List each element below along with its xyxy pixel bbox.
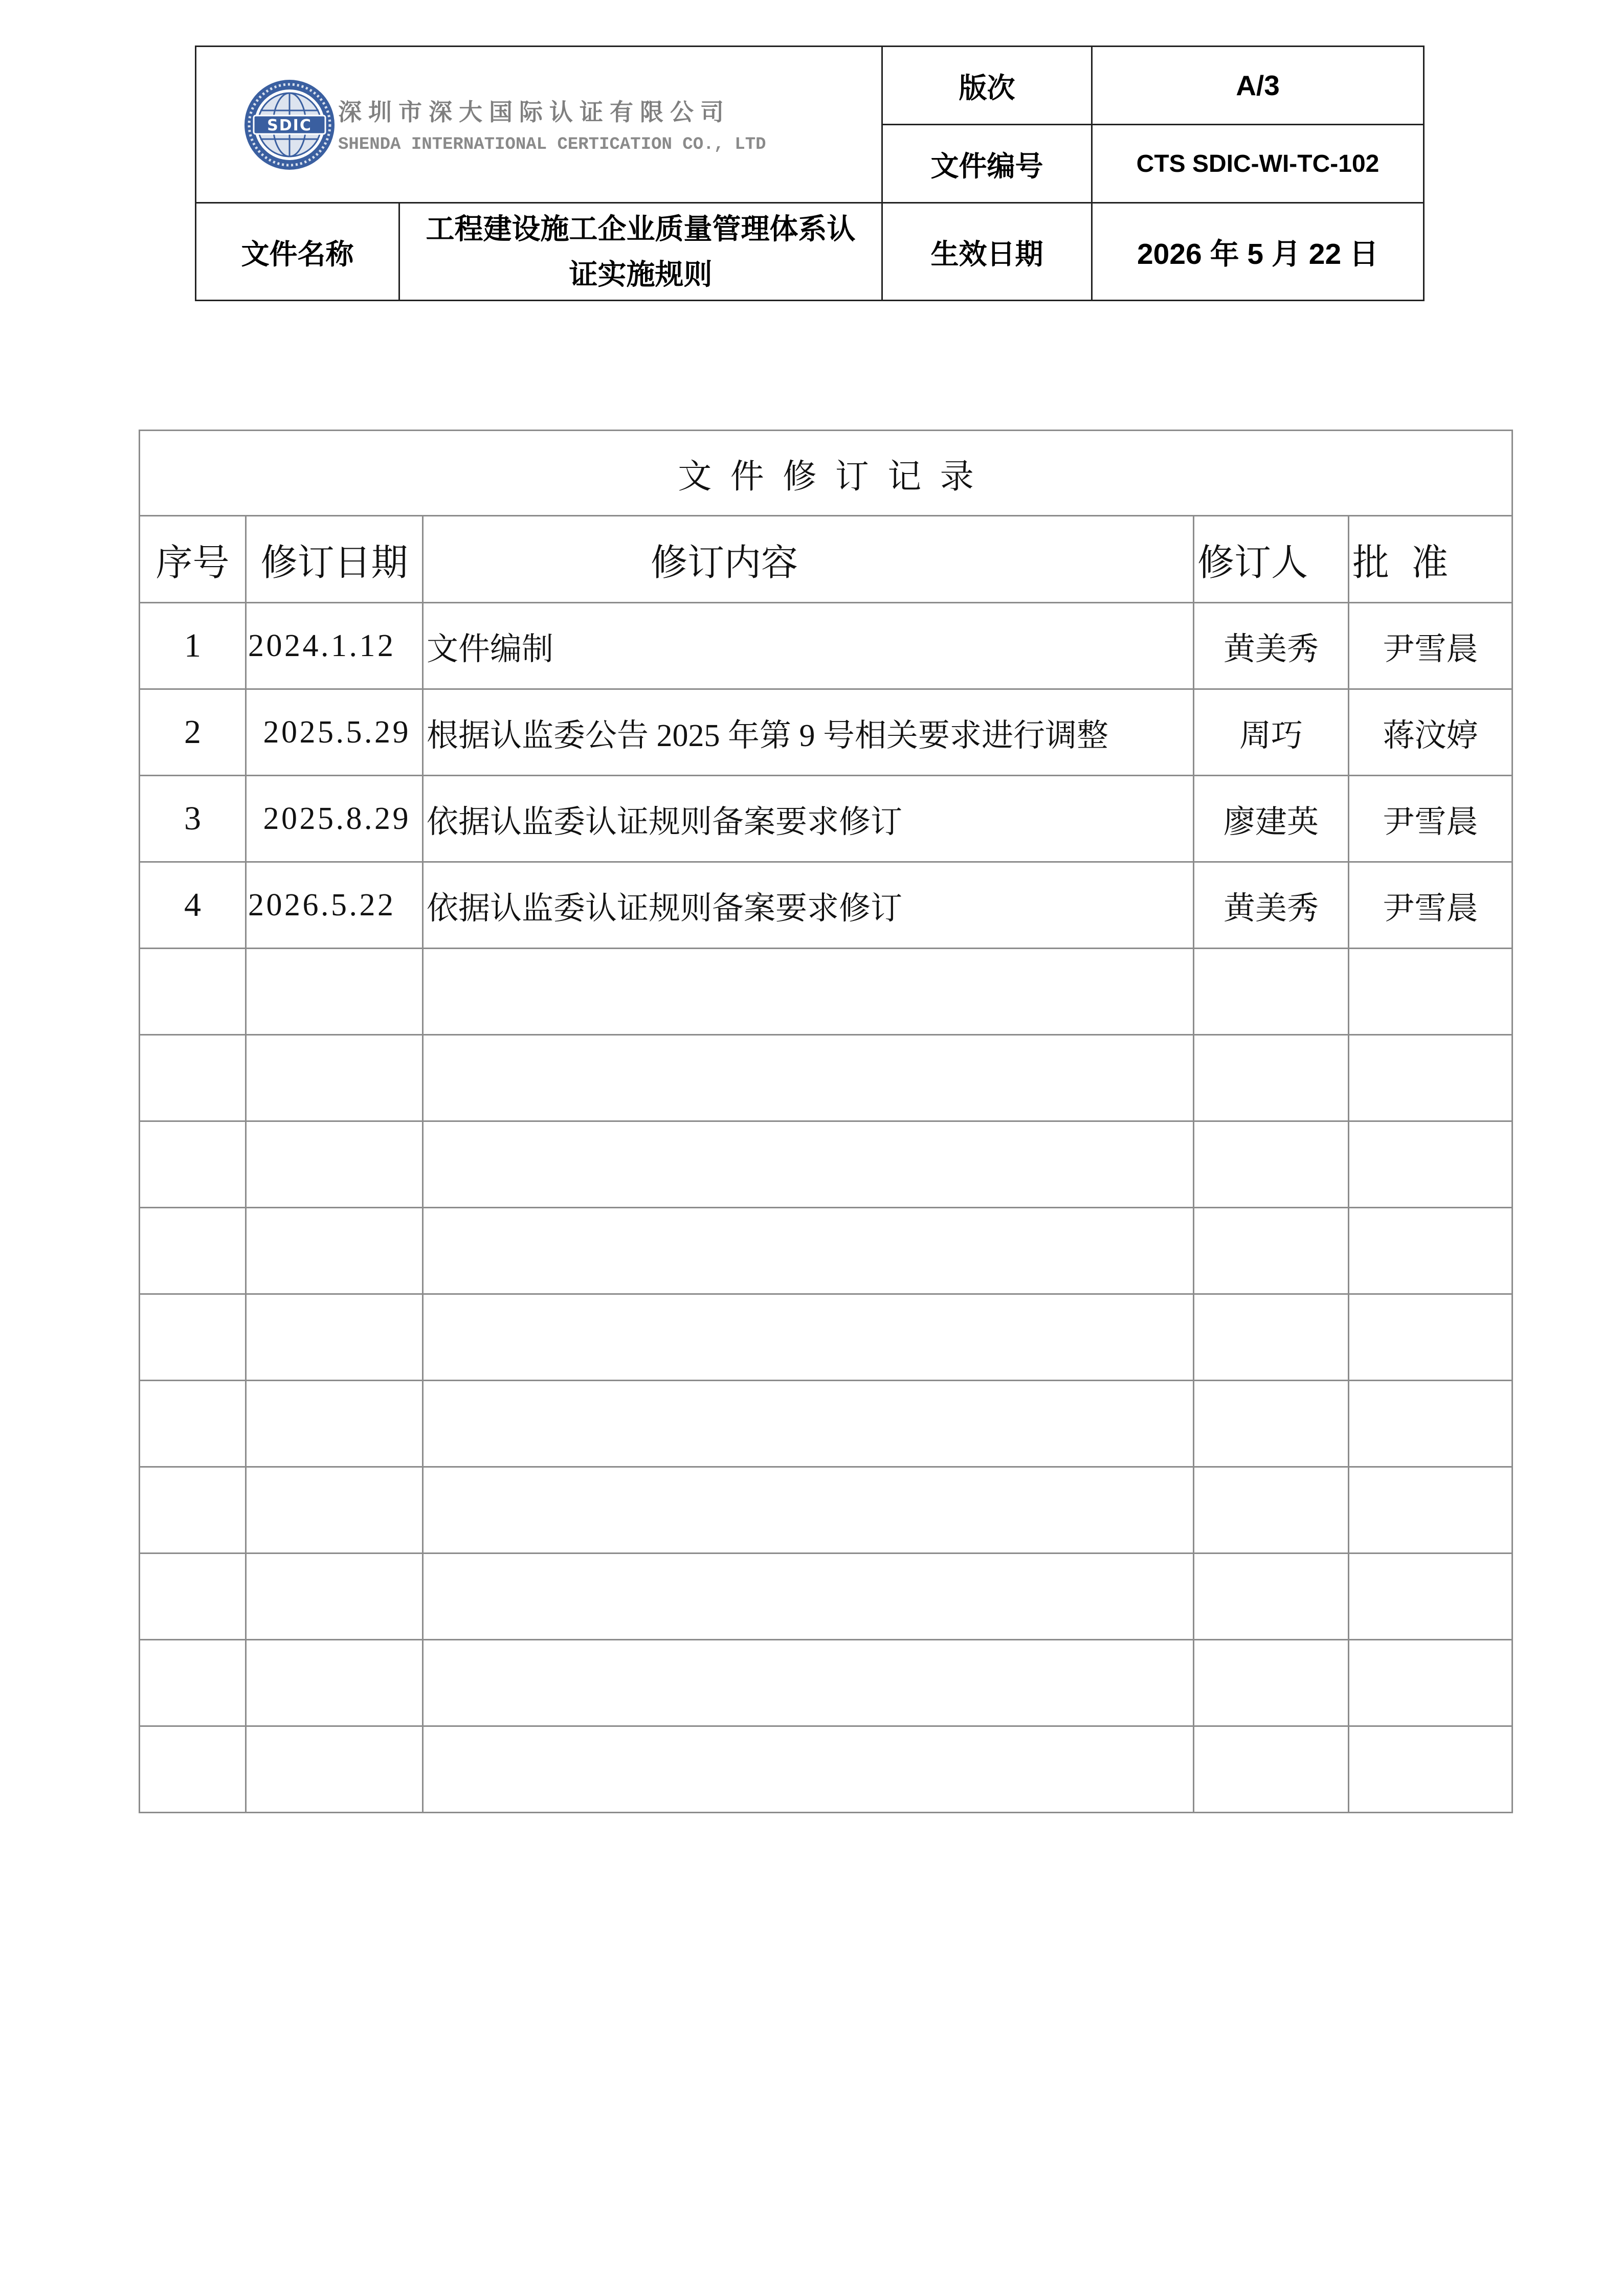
empty-cell (140, 1554, 247, 1640)
empty-cell (247, 949, 424, 1036)
empty-cell (1194, 1468, 1349, 1554)
empty-cell (247, 1640, 424, 1727)
column-header-content: 修订内容 (424, 516, 1194, 603)
empty-cell (1349, 1381, 1513, 1468)
empty-cell (1349, 1122, 1513, 1208)
empty-cell (140, 1036, 247, 1122)
empty-cell (424, 949, 1194, 1036)
empty-cell (247, 1381, 424, 1468)
column-header-approver: 批 准 (1349, 516, 1513, 603)
empty-cell (140, 1208, 247, 1295)
approver-cell: 尹雪晨 (1349, 603, 1513, 690)
effective-date-value-text: 2026 年 5 月 22 日 (1137, 238, 1379, 271)
doc-name-value-text: 工程建设施工企业质量管理体系认证实施规则 (426, 213, 856, 290)
empty-cell (247, 1727, 424, 1813)
reviser-cell: 廖建英 (1194, 776, 1349, 863)
empty-cell (424, 1036, 1194, 1122)
empty-cell (1349, 1468, 1513, 1554)
empty-cell (1349, 1640, 1513, 1727)
row-number-cell: 1 (140, 603, 247, 690)
doc-number-value (1093, 125, 1425, 204)
empty-cell (1194, 1727, 1349, 1813)
empty-cell (424, 1295, 1194, 1381)
column-header-no: 序号 (140, 516, 247, 603)
doc-number-label (883, 125, 1093, 204)
empty-cell (247, 1208, 424, 1295)
reviser-cell: 周巧 (1194, 690, 1349, 776)
approver-cell: 尹雪晨 (1349, 863, 1513, 949)
doc-name-label-text: 文件名称 (241, 238, 354, 270)
empty-cell (140, 1122, 247, 1208)
empty-cell (1349, 1036, 1513, 1122)
empty-cell (1349, 1727, 1513, 1813)
empty-cell (140, 1727, 247, 1813)
empty-cell (1194, 1295, 1349, 1381)
empty-cell (424, 1468, 1194, 1554)
empty-cell (247, 1295, 424, 1381)
column-header-reviser: 修订人 (1194, 516, 1349, 603)
approver-cell: 蒋汶婷 (1349, 690, 1513, 776)
revision-content-cell: 文件编制 (424, 603, 1194, 690)
revision-content-cell: 依据认监委认证规则备案要求修订 (424, 776, 1194, 863)
revision-date-cell: 2025.8.29 (247, 776, 424, 863)
row-number-cell: 3 (140, 776, 247, 863)
revision-date-cell: 2024.1.12 (247, 603, 424, 690)
empty-cell (247, 1036, 424, 1122)
doc-name-label (196, 204, 400, 301)
empty-cell (1194, 1036, 1349, 1122)
empty-cell (247, 1122, 424, 1208)
doc-number-label-text: 文件编号 (930, 150, 1043, 182)
revision-content-cell: 根据认监委公告 2025 年第 9 号相关要求进行调整 (424, 690, 1194, 776)
revision-date-cell: 2025.5.29 (247, 690, 424, 776)
empty-cell (140, 1381, 247, 1468)
empty-cell (140, 949, 247, 1036)
revision-table-title: 文 件 修 订 记 录 (140, 431, 1513, 516)
empty-cell (424, 1381, 1194, 1468)
empty-cell (247, 1554, 424, 1640)
column-header-date: 修订日期 (247, 516, 424, 603)
emblem-lettering: SDIC (267, 117, 312, 134)
empty-cell (1349, 1208, 1513, 1295)
empty-cell (1194, 1554, 1349, 1640)
reviser-cell: 黄美秀 (1194, 863, 1349, 949)
empty-cell (424, 1640, 1194, 1727)
version-label-text: 版次 (959, 72, 1015, 104)
row-number-cell: 2 (140, 690, 247, 776)
sdic-globe-emblem-icon (243, 79, 336, 171)
empty-cell (424, 1122, 1194, 1208)
revision-record-table (139, 430, 1513, 1813)
effective-date-label (883, 204, 1093, 301)
empty-cell (1194, 1640, 1349, 1727)
version-value (1093, 47, 1425, 125)
empty-cell (424, 1208, 1194, 1295)
version-label (883, 47, 1093, 125)
company-name-en: SHENDA INTERNATIONAL CERTICATION CO., LTD (338, 135, 766, 154)
effective-date-label-text: 生效日期 (930, 238, 1043, 270)
document-header-table (195, 46, 1425, 301)
company-name-zh: 深圳市深大国际认证有限公司 (338, 99, 730, 125)
empty-cell (1349, 1554, 1513, 1640)
empty-cell (1194, 1381, 1349, 1468)
doc-number-value-text: CTS SDIC-WI-TC-102 (1136, 150, 1380, 177)
empty-cell (247, 1468, 424, 1554)
revision-date-cell: 2026.5.22 (247, 863, 424, 949)
empty-cell (1349, 949, 1513, 1036)
empty-cell (1194, 1122, 1349, 1208)
doc-name-value (400, 204, 883, 301)
row-number-cell: 4 (140, 863, 247, 949)
version-value-text: A/3 (1236, 70, 1280, 101)
empty-cell (140, 1468, 247, 1554)
empty-cell (140, 1295, 247, 1381)
empty-cell (424, 1727, 1194, 1813)
empty-cell (1194, 949, 1349, 1036)
revision-content-cell: 依据认监委认证规则备案要求修订 (424, 863, 1194, 949)
effective-date-value (1093, 204, 1425, 301)
empty-cell (140, 1640, 247, 1727)
empty-cell (1194, 1208, 1349, 1295)
reviser-cell: 黄美秀 (1194, 603, 1349, 690)
empty-cell (1349, 1295, 1513, 1381)
approver-cell: 尹雪晨 (1349, 776, 1513, 863)
empty-cell (424, 1554, 1194, 1640)
company-logo-cell (196, 47, 883, 204)
